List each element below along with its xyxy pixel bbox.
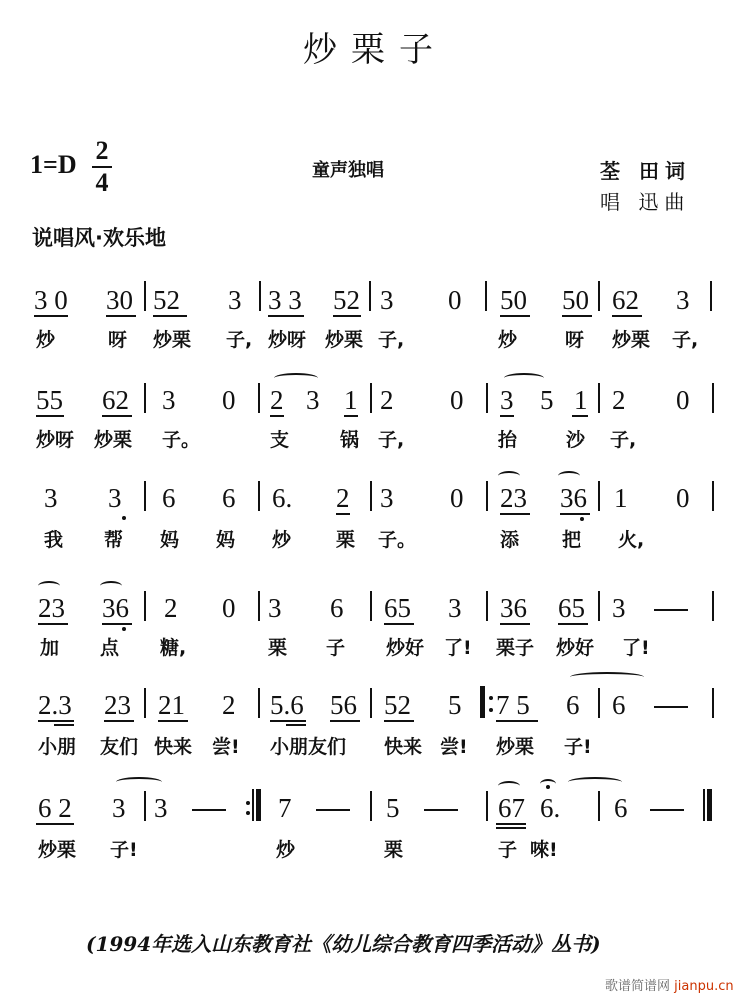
lyric: 呀 [108, 329, 128, 351]
watermark-url: jianpu.cn [674, 979, 734, 994]
underline [384, 720, 414, 722]
tie [570, 672, 644, 682]
performance-type: 童声独唱 [312, 160, 384, 181]
repeat-dot [246, 811, 250, 815]
note: 2 [164, 593, 178, 623]
barline [144, 281, 146, 311]
barline [144, 791, 146, 821]
note: 1 [344, 385, 358, 415]
score-row-5 [0, 690, 750, 780]
barline [485, 281, 487, 311]
note: 6 [614, 793, 628, 823]
barline [598, 481, 600, 511]
barline [144, 481, 146, 511]
lyric: 友们 [100, 736, 139, 758]
lower-octave-dot [122, 627, 126, 631]
barline [598, 591, 600, 621]
barline [370, 383, 372, 413]
score-row-6 [0, 793, 750, 883]
lyric: 抬 [498, 429, 518, 451]
underline [558, 623, 588, 625]
score-row-4 [0, 593, 750, 683]
double-underline [54, 724, 74, 726]
note: 21 [158, 690, 185, 720]
barline [258, 481, 260, 511]
score-row-3 [0, 483, 750, 573]
lyric: 子, [610, 429, 637, 451]
sustain-dash [424, 809, 458, 811]
note: 0 [676, 483, 690, 513]
sustain-dash [654, 706, 688, 708]
underline [270, 415, 284, 417]
note: 0 [450, 385, 464, 415]
tie [116, 777, 162, 787]
sustain-dash [654, 609, 688, 611]
note: 23 [104, 690, 131, 720]
note: 3 [380, 483, 394, 513]
underline [158, 720, 188, 722]
underline [270, 720, 306, 722]
note: 3 [228, 285, 242, 315]
lyric: 尝! [212, 736, 240, 758]
slur [558, 471, 580, 481]
lyric: 子, [672, 329, 699, 351]
note: 5.6 [270, 690, 304, 720]
lyric: 妈 [216, 529, 236, 551]
double-underline [496, 827, 526, 829]
underline [336, 513, 350, 515]
note: 3 0 [34, 285, 68, 315]
lyric: 快来 [154, 736, 193, 758]
note: 3 [44, 483, 58, 513]
underline [104, 720, 134, 722]
barline [486, 481, 488, 511]
lyric: 糖, [160, 637, 187, 659]
note: 5 [386, 793, 400, 823]
lyric: 炒栗 [94, 429, 133, 451]
lyric: 加 [40, 637, 60, 659]
repeat-dot [489, 708, 493, 712]
note: 6. [272, 483, 293, 513]
lyric: 炒好 [556, 637, 595, 659]
note: 50 [500, 285, 527, 315]
sustain-dash [316, 809, 350, 811]
barline [598, 281, 600, 311]
lyric: 了! [444, 637, 472, 659]
note: 56 [330, 690, 357, 720]
lyric: 炒栗 [496, 736, 535, 758]
slur [100, 581, 122, 591]
song-title: 炒栗子 [303, 30, 447, 70]
publication-note: (1994年选入山东教育社《幼儿综合教育四季活动》丛书) [86, 932, 601, 956]
note: 2 [222, 690, 236, 720]
underline [333, 315, 361, 317]
barline [370, 591, 372, 621]
underline [500, 315, 530, 317]
underline [38, 720, 74, 722]
note: 6 [222, 483, 236, 513]
slur [498, 781, 520, 791]
double-underline [286, 724, 306, 726]
note: 5 [448, 690, 462, 720]
barline [370, 688, 372, 718]
underline [500, 513, 530, 515]
note: 6 [566, 690, 580, 720]
lyric: 炒栗 [612, 329, 651, 351]
note: 7 [278, 793, 292, 823]
note: 3 [108, 483, 122, 513]
note: 52 [153, 285, 180, 315]
underline [496, 720, 538, 722]
lyric: 子, [226, 329, 253, 351]
underline [153, 315, 187, 317]
note: 50 [562, 285, 589, 315]
underline [612, 315, 642, 317]
note: 3 [612, 593, 626, 623]
lyric: 呀 [565, 329, 585, 351]
fermata-dot [546, 785, 550, 789]
underline [330, 720, 360, 722]
lyric: 火, [618, 529, 645, 551]
lyric: 栗 [336, 529, 356, 551]
note: 3 [676, 285, 690, 315]
lyric: 子! [564, 736, 592, 758]
note: 2.3 [38, 690, 72, 720]
note: 6 [162, 483, 176, 513]
lyric: 炒 [276, 839, 296, 861]
slur [498, 471, 520, 481]
note: 3 [448, 593, 462, 623]
note: 36 [500, 593, 527, 623]
lyric: 栗 [384, 839, 404, 861]
barline [486, 791, 488, 821]
barline [598, 791, 600, 821]
underline [500, 415, 514, 417]
note: 36 [102, 593, 129, 623]
lyric: 栗 [268, 637, 288, 659]
note: 6 [612, 690, 626, 720]
barline [144, 591, 146, 621]
note: 3 [500, 385, 514, 415]
note: 1 [574, 385, 588, 415]
note: 0 [448, 285, 462, 315]
watermark [605, 975, 734, 994]
underline [268, 315, 304, 317]
barline [712, 591, 714, 621]
lyric: 子! [110, 839, 138, 861]
barline [370, 481, 372, 511]
barline [258, 383, 260, 413]
barline [598, 383, 600, 413]
underline [36, 823, 74, 825]
note: 3 [268, 593, 282, 623]
note: 0 [222, 593, 236, 623]
lyric: 炒 [272, 529, 292, 551]
underline [500, 623, 530, 625]
barline [598, 688, 600, 718]
note: 0 [450, 483, 464, 513]
tie [568, 777, 622, 787]
slur [274, 373, 318, 383]
lyric: 子 [498, 839, 518, 861]
final-thin-bar [703, 789, 705, 821]
lyric: 炒呀 [268, 329, 307, 351]
lyric: 把 [562, 529, 582, 551]
underline [34, 315, 68, 317]
underline [344, 415, 358, 417]
underline [562, 315, 592, 317]
final-thick-bar [707, 789, 712, 821]
lyric: 支 [270, 429, 290, 451]
time-numerator: 2 [95, 136, 109, 165]
barline [712, 481, 714, 511]
lyric: 炒栗 [153, 329, 192, 351]
note: 67 [498, 793, 525, 823]
composer-credit: 唱 迅曲 [600, 190, 691, 214]
time-denominator: 4 [95, 168, 109, 197]
lyric: 我 [44, 529, 64, 551]
note: 3 [154, 793, 168, 823]
time-signature [92, 138, 112, 196]
sustain-dash [650, 809, 684, 811]
barline [369, 281, 371, 311]
note: 7 5 [496, 690, 530, 720]
note: 0 [222, 385, 236, 415]
note: 36 [560, 483, 587, 513]
lyric: 炒好 [386, 637, 425, 659]
note: 62 [102, 385, 129, 415]
lyric: 子。 [378, 529, 417, 551]
barline [712, 383, 714, 413]
barline [258, 591, 260, 621]
repeat-dot [246, 801, 250, 805]
note: 65 [558, 593, 585, 623]
barline [486, 383, 488, 413]
slur [504, 373, 544, 383]
note: 3 [306, 385, 320, 415]
lyric: 小朋 [38, 736, 77, 758]
score-row-2 [0, 385, 750, 475]
note: 3 [162, 385, 176, 415]
lyric: 炒 [498, 329, 518, 351]
note: 62 [612, 285, 639, 315]
tempo-marking: 说唱风·欢乐地 [32, 226, 166, 250]
lyric: 帮 [104, 529, 124, 551]
lower-octave-dot [122, 516, 126, 520]
repeat-end-thick-bar [256, 789, 261, 821]
lyric: 栗子 [496, 637, 535, 659]
lyric: 炒呀 [36, 429, 75, 451]
lyric: 子, [378, 329, 405, 351]
lyric: 添 [500, 529, 520, 551]
note: 23 [500, 483, 527, 513]
note: 6 2 [38, 793, 72, 823]
note: 65 [384, 593, 411, 623]
note: 2 [380, 385, 394, 415]
key-signature: 1=D [30, 150, 77, 179]
note: 23 [38, 593, 65, 623]
lyric: 了! [622, 637, 650, 659]
underline [384, 623, 414, 625]
barline [258, 688, 260, 718]
note: 1 [614, 483, 628, 513]
note: 2 [270, 385, 284, 415]
repeat-end-thin-bar [252, 789, 254, 821]
underline [38, 623, 68, 625]
lyric: 尝! [440, 736, 468, 758]
lyric: 子。 [162, 429, 201, 451]
note: 30 [106, 285, 133, 315]
underline [102, 415, 132, 417]
note: 3 [380, 285, 394, 315]
barline [259, 281, 261, 311]
score-row-1 [0, 285, 750, 375]
lyric: 点 [100, 637, 120, 659]
barline [712, 688, 714, 718]
note: 52 [333, 285, 360, 315]
lyric: 子, [378, 429, 405, 451]
lyric: 炒 [36, 329, 56, 351]
barline [144, 383, 146, 413]
underline [560, 513, 590, 515]
lyric: 子 [326, 637, 346, 659]
repeat-dot [489, 696, 493, 700]
lyric: 唻! [530, 839, 558, 861]
lyric: 小朋友们 [270, 736, 347, 758]
underline [572, 415, 588, 417]
lower-octave-dot [580, 517, 584, 521]
note: 3 [112, 793, 126, 823]
note: 3 3 [268, 285, 302, 315]
lyric: 妈 [160, 529, 180, 551]
slur [38, 581, 60, 591]
note: 6. [540, 793, 561, 823]
lyric: 炒栗 [38, 839, 77, 861]
watermark-site-name: 歌谱简谱网 [605, 979, 671, 994]
barline [370, 791, 372, 821]
note: 0 [676, 385, 690, 415]
barline [144, 688, 146, 718]
underline [36, 415, 64, 417]
note: 6 [330, 593, 344, 623]
underline [496, 823, 526, 825]
underline [102, 623, 132, 625]
note: 55 [36, 385, 63, 415]
note: 52 [384, 690, 411, 720]
lyric: 炒栗 [325, 329, 364, 351]
lyric: 快来 [384, 736, 423, 758]
lyric: 锅 [340, 429, 360, 451]
barline [710, 281, 712, 311]
barline [486, 591, 488, 621]
lyricist-credit: 荃 田词 [600, 159, 691, 183]
repeat-start-thick-bar [480, 686, 485, 718]
note: 2 [612, 385, 626, 415]
lyric: 沙 [566, 429, 586, 451]
underline [106, 315, 136, 317]
sustain-dash [192, 809, 226, 811]
note: 2 [336, 483, 350, 513]
note: 5 [540, 385, 554, 415]
